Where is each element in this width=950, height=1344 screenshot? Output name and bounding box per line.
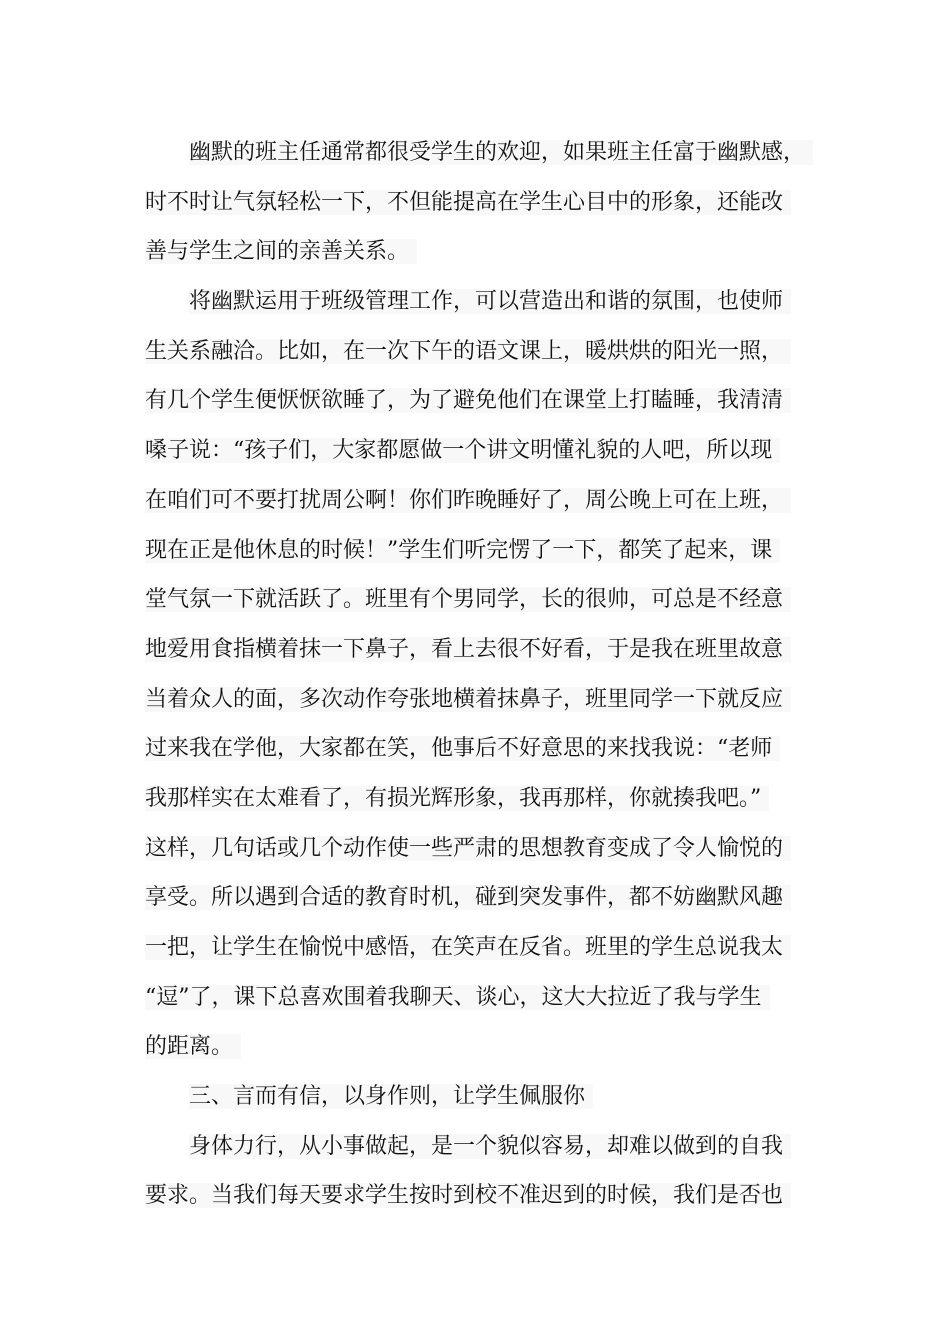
paragraph-2-line-10: 过来我在学他，大家都在笑，他事后不好意思的来找我说：“老师	[145, 724, 825, 774]
paragraph-3-line-2: 要求。当我们每天要求学生按时到校不准迟到的时候，我们是否也	[145, 1171, 825, 1221]
paragraph-3-line-1: 身体力行，从小事做起，是一个貌似容易，却难以做到的自我	[145, 1122, 825, 1172]
paragraph-2-line-8: 地爱用食指横着抹一下鼻子，看上去很不好看，于是我在班里故意	[145, 625, 825, 675]
paragraph-2-line-11: 我那样实在太难看了，有损光辉形象，我再那样，你就揍我吧。”	[145, 774, 825, 824]
paragraph-2-line-5: 在咱们可不要打扰周公啊！你们昨晚睡好了，周公晚上可在上班，	[145, 476, 825, 526]
paragraph-2-line-1: 将幽默运用于班级管理工作，可以营造出和谐的氛围，也使师	[145, 277, 825, 327]
paragraph-1-line-2: 时不时让气氛轻松一下，不但能提高在学生心目中的形象，还能改	[145, 178, 825, 228]
paragraph-2-line-16: 的距离。	[145, 1022, 825, 1072]
paragraph-2-line-6: 现在正是他休息的时候！”学生们听完愣了一下，都笑了起来，课	[145, 526, 825, 576]
paragraph-1-line-1: 幽默的班主任通常都很受学生的欢迎，如果班主任富于幽默感，	[145, 128, 825, 178]
paragraph-2-line-14: 一把，让学生在愉悦中感悟，在笑声在反省。班里的学生总说我太	[145, 923, 825, 973]
paragraph-2-line-7: 堂气氛一下就活跃了。班里有个男同学，长的很帅，可总是不经意	[145, 575, 825, 625]
paragraph-2-line-12: 这样，几句话或几个动作使一些严肃的思想教育变成了令人愉悦的	[145, 824, 825, 874]
document-body	[145, 128, 825, 1221]
paragraph-2-line-4: 嗓子说：“孩子们，大家都愿做一个讲文明懂礼貌的人吧，所以现	[145, 426, 825, 476]
paragraph-1-line-3: 善与学生之间的亲善关系。	[145, 227, 825, 277]
paragraph-2-line-2: 生关系融洽。比如，在一次下午的语文课上，暖烘烘的阳光一照，	[145, 327, 825, 377]
paragraph-2-line-15: “逗”了，课下总喜欢围着我聊天、谈心，这大大拉近了我与学生	[145, 973, 825, 1023]
paragraph-2-line-9: 当着众人的面，多次动作夸张地横着抹鼻子，班里同学一下就反应	[145, 675, 825, 725]
paragraph-2-line-13: 享受。所以遇到合适的教育时机，碰到突发事件，都不妨幽默风趣	[145, 873, 825, 923]
section-heading: 三、言而有信，以身作则，让学生佩服你	[145, 1072, 825, 1122]
paragraph-2-line-3: 有几个学生便恹恹欲睡了，为了避免他们在课堂上打瞌睡，我清清	[145, 376, 825, 426]
